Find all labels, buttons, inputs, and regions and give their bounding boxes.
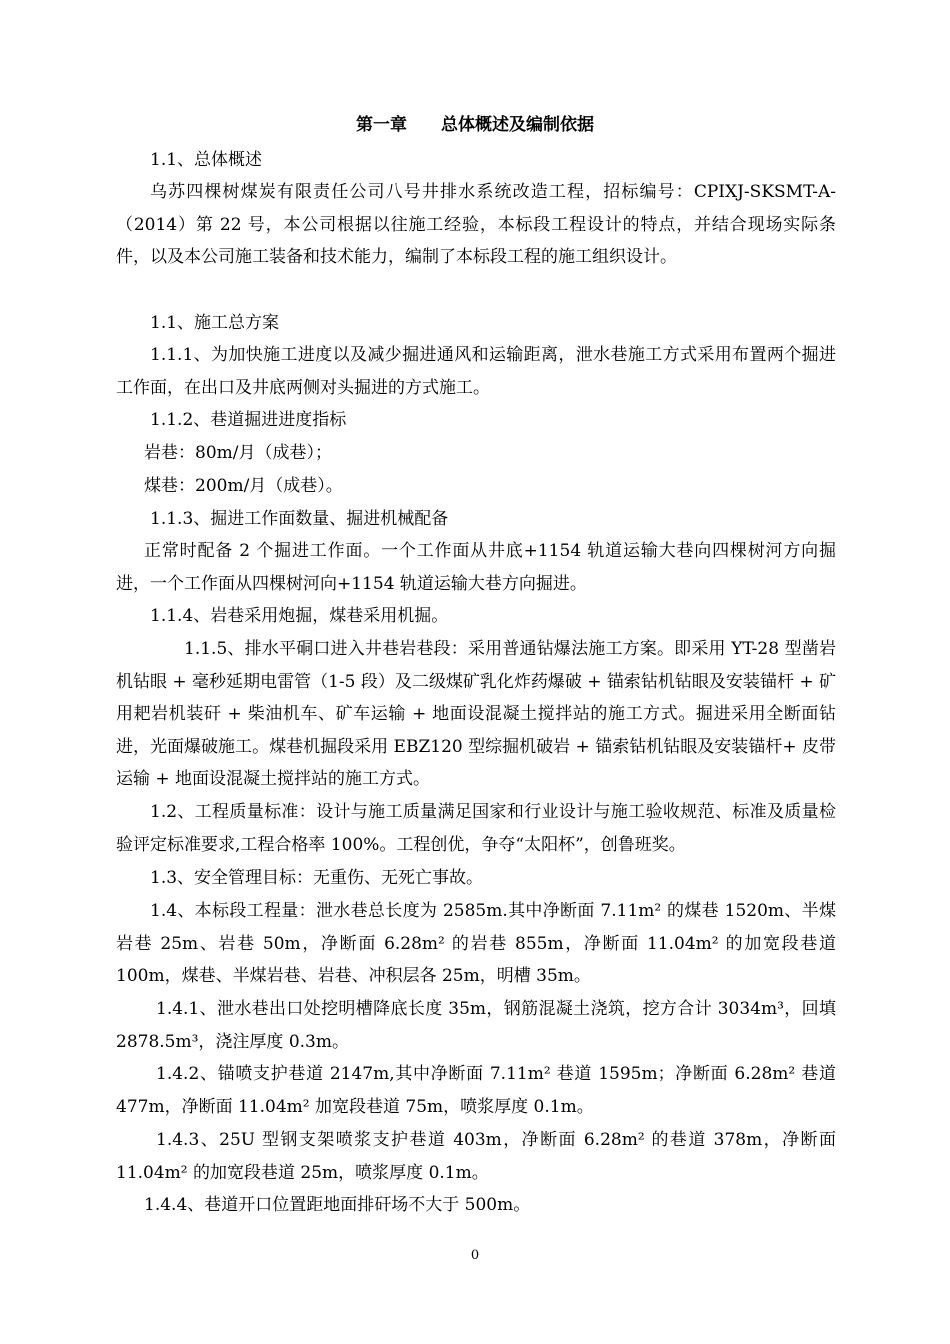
- chapter-heading: 总体概述及编制依据: [441, 115, 594, 135]
- section-heading: 1.1、总体概述: [150, 150, 263, 170]
- paragraph: 1.2、工程质量标准：设计与施工质量满足国家和行业设计与施工验收规范、标准及质量检验评定标准要求,工程合格率 100%。工程创优，争夺“太阳杯”，创鲁班奖。: [116, 802, 836, 855]
- subsection-heading: 1.1.2、巷道掘进进度指标: [150, 410, 347, 430]
- section-heading: 1.1、施工总方案: [150, 313, 280, 333]
- chapter-number: 第一章: [356, 115, 407, 135]
- paragraph: 1.1.1、为加快施工进度以及减少掘进通风和运输距离，泄水巷施工方式采用布置两个掘进工作面，在出口及井底两侧对头掘进的方式施工。: [116, 345, 836, 398]
- paragraph: 1.1.5、排水平硐口进入井巷岩巷段：采用普通钻爆法施工方案。即采用 YT-28 型凿岩机钻眼 + 毫秒延期电雷管（1-5 段）及二级煤矿乳化炸药爆破 + 锚索钻机钻眼及安装锚杆 + 矿用耙岩机装矸 + 柴油机车、矿车运输 + 地面设混凝土搅拌站的施工方式。掘进采用全断面钻进，光面爆破施工。煤巷机掘段采用 EBZ120 型综掘机破岩 + 锚索钻机钻眼及安装锚杆+ 皮带运输 + 地面设混凝土搅拌站的施工方式。: [116, 639, 836, 789]
- paragraph: 1.4.4、巷道开口位置距地面排矸场不大于 500m。: [144, 1195, 531, 1215]
- subsection-heading: 1.1.3、掘进工作面数量、掘进机械配备: [150, 509, 449, 529]
- paragraph: 1.4.1、泄水巷出口处挖明槽降底长度 35m，钢筋混凝土浇筑，挖方合计 3034m³，回填 2878.5m³，浇注厚度 0.3m。: [116, 999, 836, 1052]
- paragraph: 乌苏四棵树煤炭有限责任公司八号井排水系统改造工程，招标编号：CPIXJ-SKSMT-A-（2014）第 22 号，本公司根据以往施工经验，本标段工程设计的特点，并结合现场实际条件，以及本公司施工装备和技术能力，编制了本标段工程的施工组织设计。: [116, 182, 836, 267]
- paragraph: 煤巷：200m/月（成巷）。: [144, 476, 343, 496]
- chapter-title: [0, 111, 950, 139]
- paragraph: 1.4、本标段工程量：泄水巷总长度为 2585m.其中净断面 7.11m² 的煤巷 1520m、半煤岩巷 25m、岩巷 50m，净断面 6.28m² 的岩巷 855m，净断面 11.04m² 的加宽段巷道 100m，煤巷、半煤岩巷、岩巷、冲积层各 25m，明槽 35m。: [116, 901, 836, 986]
- paragraph: 岩巷：80m/月（成巷）；: [144, 443, 332, 463]
- paragraph: 1.4.2、锚喷支护巷道 2147m,其中净断面 7.11m² 巷道 1595m；净断面 6.28m² 巷道 477m，净断面 11.04m² 加宽段巷道 75m，喷浆厚度 0.1m。: [116, 1064, 836, 1117]
- paragraph: 1.3、安全管理目标：无重伤、无死亡事故。: [150, 868, 484, 888]
- paragraph: 1.4.3、25U 型钢支架喷浆支护巷道 403m，净断面 6.28m² 的巷道 378m，净断面 11.04m² 的加宽段巷道 25m，喷浆厚度 0.1m。: [116, 1130, 836, 1183]
- paragraph: 1.1.4、岩巷采用炮掘，煤巷采用机掘。: [150, 606, 449, 626]
- page-number: 0: [470, 1248, 480, 1263]
- paragraph: 正常时配备 2 个掘进工作面。一个工作面从井底+1154 轨道运输大巷向四棵树河方向掘进，一个工作面从四棵树河向+1154 轨道运输大巷方向掘进。: [116, 541, 836, 594]
